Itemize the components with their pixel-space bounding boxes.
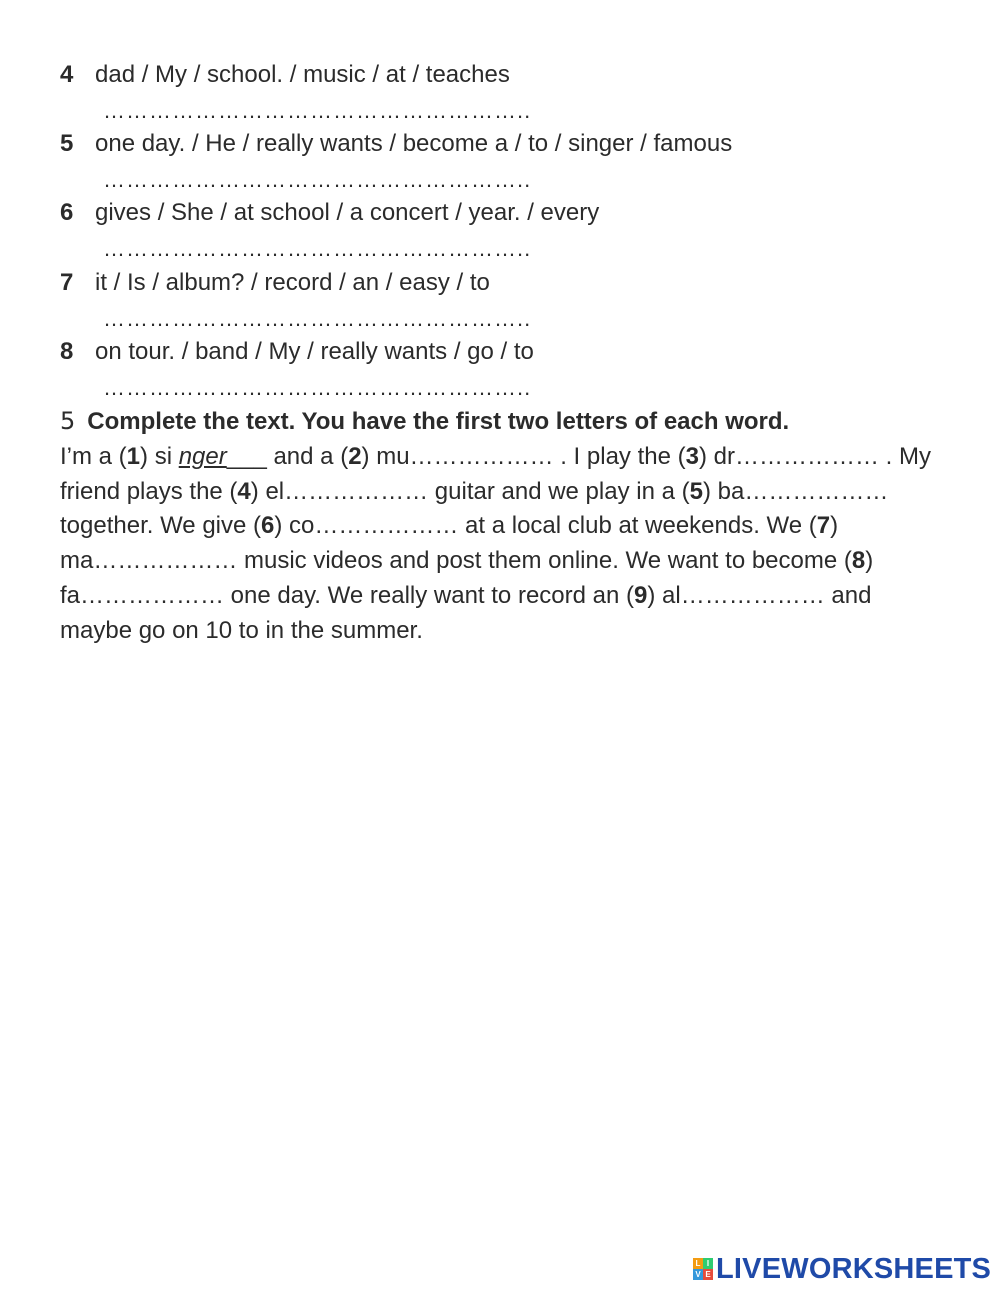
- scrambled-words: gives / She / at school / a concert / year. / every: [95, 199, 600, 226]
- gap-number-2: 2: [348, 443, 362, 470]
- answer-line-6[interactable]: ………………………………………………..: [103, 236, 532, 261]
- gap-4-blank[interactable]: ) el……………… guitar and we play in a (: [250, 477, 690, 505]
- item-number: 5: [60, 130, 74, 157]
- exercise-number: 5: [60, 407, 76, 435]
- exercise-instructions: Complete the text. You have the first two letters of each word.: [87, 408, 790, 435]
- gap-6-blank[interactable]: ) co……………… at a local club at weekends. We (: [274, 512, 817, 540]
- gap-number-6: 6: [261, 512, 275, 540]
- answer-line-4[interactable]: ………………………………………………..: [103, 98, 532, 123]
- gap-number-3: 3: [685, 443, 699, 470]
- example-answer: nger: [178, 443, 227, 470]
- answer-line-7[interactable]: ………………………………………………..: [103, 306, 532, 331]
- gap-number-8: 8: [851, 547, 866, 575]
- gap-5-blank[interactable]: ) ba……………… together. We give (: [60, 477, 889, 540]
- item-number: 7: [60, 269, 74, 296]
- text-run: I’m a (: [60, 443, 127, 470]
- logo-text: LIVEWORKSHEETS: [716, 1253, 992, 1285]
- gap-number-1: 1: [126, 443, 141, 470]
- sentence-item-5: [60, 130, 732, 158]
- liveworksheets-logo: [693, 1255, 991, 1283]
- gap-number-7: 7: [816, 512, 831, 540]
- item-number: 6: [60, 199, 74, 226]
- gap-8-blank[interactable]: ) fa……………… one day. We really want to record an (: [60, 547, 874, 609]
- text-run: ) si: [140, 443, 179, 470]
- gap-number-5: 5: [689, 477, 703, 505]
- gap-9-blank[interactable]: ) al……………… and maybe go on 10 to in the summer.: [60, 581, 872, 644]
- answer-line-8[interactable]: ………………………………………………..: [103, 375, 532, 400]
- gap-fill-paragraph: [60, 440, 940, 648]
- gap-7-blank[interactable]: ) ma……………… music videos and post them online. We want to become (: [60, 512, 852, 575]
- scrambled-words: one day. / He / really wants / become a / to / singer / famous: [95, 130, 733, 157]
- gap-3-blank[interactable]: ) dr……………… . My friend plays the (: [60, 443, 931, 505]
- exercise-5-heading: [60, 406, 789, 437]
- sentence-item-6: [60, 199, 599, 227]
- gap-number-4: 4: [237, 477, 251, 505]
- gap-number-9: 9: [634, 581, 648, 609]
- sentence-item-4: [60, 61, 510, 89]
- logo-blocks-icon: L I V E: [693, 1258, 713, 1280]
- item-number: 4: [60, 61, 74, 88]
- item-number: 8: [60, 338, 74, 365]
- text-run: ___ and a (: [226, 443, 349, 470]
- scrambled-words: it / Is / album? / record / an / easy / to: [95, 269, 490, 296]
- sentence-item-8: [60, 338, 534, 366]
- scrambled-words: dad / My / school. / music / at / teaches: [95, 61, 510, 88]
- answer-line-5[interactable]: ………………………………………………..: [103, 167, 532, 192]
- sentence-item-7: [60, 269, 490, 297]
- scrambled-words: on tour. / band / My / really wants / go / to: [95, 338, 534, 365]
- gap-2-blank[interactable]: ) mu……………… . I play the (: [361, 443, 686, 470]
